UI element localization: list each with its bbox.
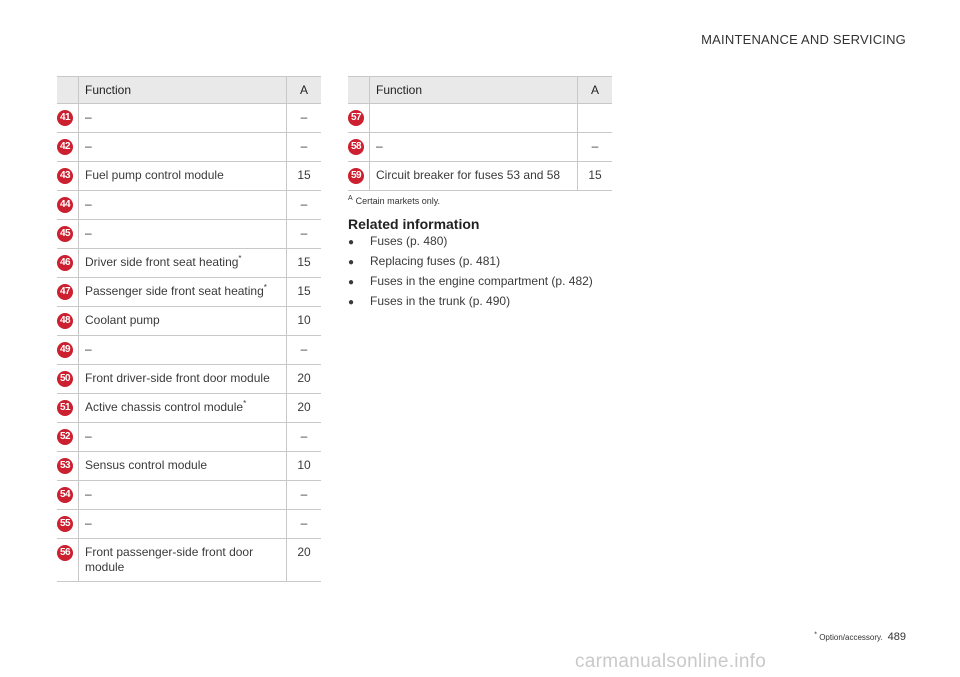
page-footer [814,631,906,643]
fuse-function-cell [79,307,287,336]
fuse-number-badge: 50 [57,371,73,387]
fuse-function-text: Circuit breaker for fuses 53 and 58 [376,168,561,182]
fuse-number-badge: 47 [57,284,73,300]
fuse-amperage-cell: 15 [287,278,322,307]
option-asterisk: * [243,399,247,408]
fuse-number-badge: 52 [57,429,73,445]
fuse-function-cell [370,162,578,191]
fuse-function-text: – [85,516,92,530]
fuse-function-text: – [85,139,92,153]
bullet-icon: ● [348,257,355,268]
fuse-amperage-cell: 10 [287,307,322,336]
table-row [57,104,321,133]
footnote-text: Certain markets only. [355,196,441,206]
fuse-number-cell [57,539,79,582]
fuse-number-badge: 55 [57,516,73,532]
page-header-title: MAINTENANCE AND SERVICING [701,32,906,47]
fuse-function-cell [79,278,287,307]
column-header-number [348,77,370,104]
table-row [57,162,321,191]
table-header-row [57,77,321,104]
option-asterisk: * [263,283,267,292]
fuse-amperage-cell: 15 [287,249,322,278]
fuse-amperage-cell: – [287,510,322,539]
fuse-amperage-cell: 15 [578,162,613,191]
fuse-function-text: Front passenger-side front door module [85,545,254,574]
related-link-engine-compartment[interactable]: ● Fuses in the engine compartment (p. 482) [348,273,593,293]
fuse-function-text: Front driver-side front door module [85,371,270,385]
fuse-function-text: Driver side front seat heating [85,255,239,269]
fuse-function-text: – [85,197,92,211]
fuse-function-cell [79,539,287,582]
fuse-function-cell [79,481,287,510]
fuse-amperage-cell: – [287,481,322,510]
table-row [348,162,612,191]
option-asterisk: * [238,254,242,263]
fuse-number-cell [57,481,79,510]
footnote-mark: A [348,195,353,202]
option-accessory-note: * Option/accessory. [814,631,883,642]
fuse-function-cell [79,510,287,539]
table-row [57,394,321,423]
fuse-number-badge: 51 [57,400,73,416]
fuse-amperage-cell: – [287,104,322,133]
column-header-amperage: A [578,77,613,104]
fuse-function-text: Passenger side front seat heating [85,284,264,298]
table-row [57,452,321,481]
table-row [348,104,612,133]
fuse-amperage-cell [578,104,613,133]
fuse-number-cell [348,162,370,191]
fuse-number-badge: 56 [57,545,73,561]
fuse-number-badge: 53 [57,458,73,474]
fuse-table-left-body [57,104,321,582]
fuse-number-badge: 48 [57,313,73,329]
related-link-replacing-fuses[interactable]: ● Replacing fuses (p. 481) [348,253,593,273]
column-header-number [57,77,79,104]
fuse-number-cell [57,365,79,394]
fuse-number-cell [57,394,79,423]
fuse-number-cell [57,191,79,220]
fuse-number-badge: 45 [57,226,73,242]
fuse-number-cell [57,133,79,162]
fuse-number-badge: 46 [57,255,73,271]
bullet-icon: ● [348,297,355,308]
fuse-function-cell [370,133,578,162]
fuse-number-badge: 59 [348,168,364,184]
bullet-icon: ● [348,237,355,248]
fuse-table-right-body [348,104,612,191]
table-header-row [348,77,612,104]
table-row [57,191,321,220]
fuse-function-text: – [85,110,92,124]
fuse-function-text: Fuel pump control module [85,168,224,182]
table-row [57,423,321,452]
fuse-number-badge: 57 [348,110,364,126]
fuse-amperage-cell: – [287,191,322,220]
table-row [57,278,321,307]
table-row [57,249,321,278]
column-header-function: Function [79,77,287,104]
fuse-amperage-cell: 10 [287,452,322,481]
table-row [57,336,321,365]
table-footnote [348,195,440,206]
bullet-icon: ● [348,277,355,288]
fuse-function-cell [79,365,287,394]
fuse-function-text: – [85,342,92,356]
table-row [57,307,321,336]
fuse-function-cell [79,249,287,278]
table-row [57,220,321,249]
fuse-number-cell [57,307,79,336]
fuse-number-badge: 58 [348,139,364,155]
fuse-amperage-cell: – [287,336,322,365]
column-header-function: Function [370,77,578,104]
fuse-number-badge: 44 [57,197,73,213]
fuse-number-badge: 49 [57,342,73,358]
table-row [57,510,321,539]
fuse-function-cell [79,423,287,452]
fuse-amperage-cell: – [287,220,322,249]
fuse-function-text: Coolant pump [85,313,160,327]
fuse-number-cell [348,133,370,162]
watermark: carmanualsonline.info [575,651,767,672]
fuse-amperage-cell: – [287,133,322,162]
fuse-number-cell [348,104,370,133]
fuse-number-cell [57,278,79,307]
fuse-function-text: – [85,487,92,501]
table-row [57,539,321,582]
fuse-number-badge: 43 [57,168,73,184]
fuse-table-right [348,76,612,191]
fuse-function-cell [79,133,287,162]
fuse-table-left [57,76,321,582]
fuse-function-text: Sensus control module [85,458,208,472]
page-number: 489 [887,631,906,643]
fuse-amperage-cell: 20 [287,539,322,582]
fuse-amperage-cell: 20 [287,394,322,423]
fuse-number-cell [57,452,79,481]
fuse-function-cell [79,191,287,220]
fuse-number-badge: 42 [57,139,73,155]
fuse-function-text: – [85,429,92,443]
fuse-function-cell [79,162,287,191]
fuse-number-cell [57,220,79,249]
fuse-function-cell [79,104,287,133]
fuse-number-cell [57,249,79,278]
fuse-function-cell [79,394,287,423]
fuse-function-text: – [85,226,92,240]
fuse-amperage-cell: – [578,133,613,162]
fuse-amperage-cell: – [287,423,322,452]
fuse-amperage-cell: 15 [287,162,322,191]
table-row [57,365,321,394]
related-link-trunk[interactable]: ● Fuses in the trunk (p. 490) [348,293,593,313]
table-row [348,133,612,162]
fuse-function-cell [370,104,578,133]
related-information-list [348,233,593,313]
fuse-number-cell [57,336,79,365]
column-header-amperage: A [287,77,322,104]
fuse-number-cell [57,423,79,452]
table-row [57,133,321,162]
fuse-function-text: – [376,139,383,153]
fuse-function-cell [79,336,287,365]
fuse-number-cell [57,162,79,191]
related-link-fuses[interactable]: ● Fuses (p. 480) [348,233,593,253]
fuse-number-badge: 54 [57,487,73,503]
table-row [57,481,321,510]
fuse-function-cell [79,220,287,249]
related-information-heading: Related information [348,216,480,232]
fuse-amperage-cell: 20 [287,365,322,394]
fuse-number-badge: 41 [57,110,73,126]
fuse-function-text: Active chassis control module [85,400,244,414]
fuse-number-cell [57,104,79,133]
fuse-number-cell [57,510,79,539]
fuse-function-cell [79,452,287,481]
